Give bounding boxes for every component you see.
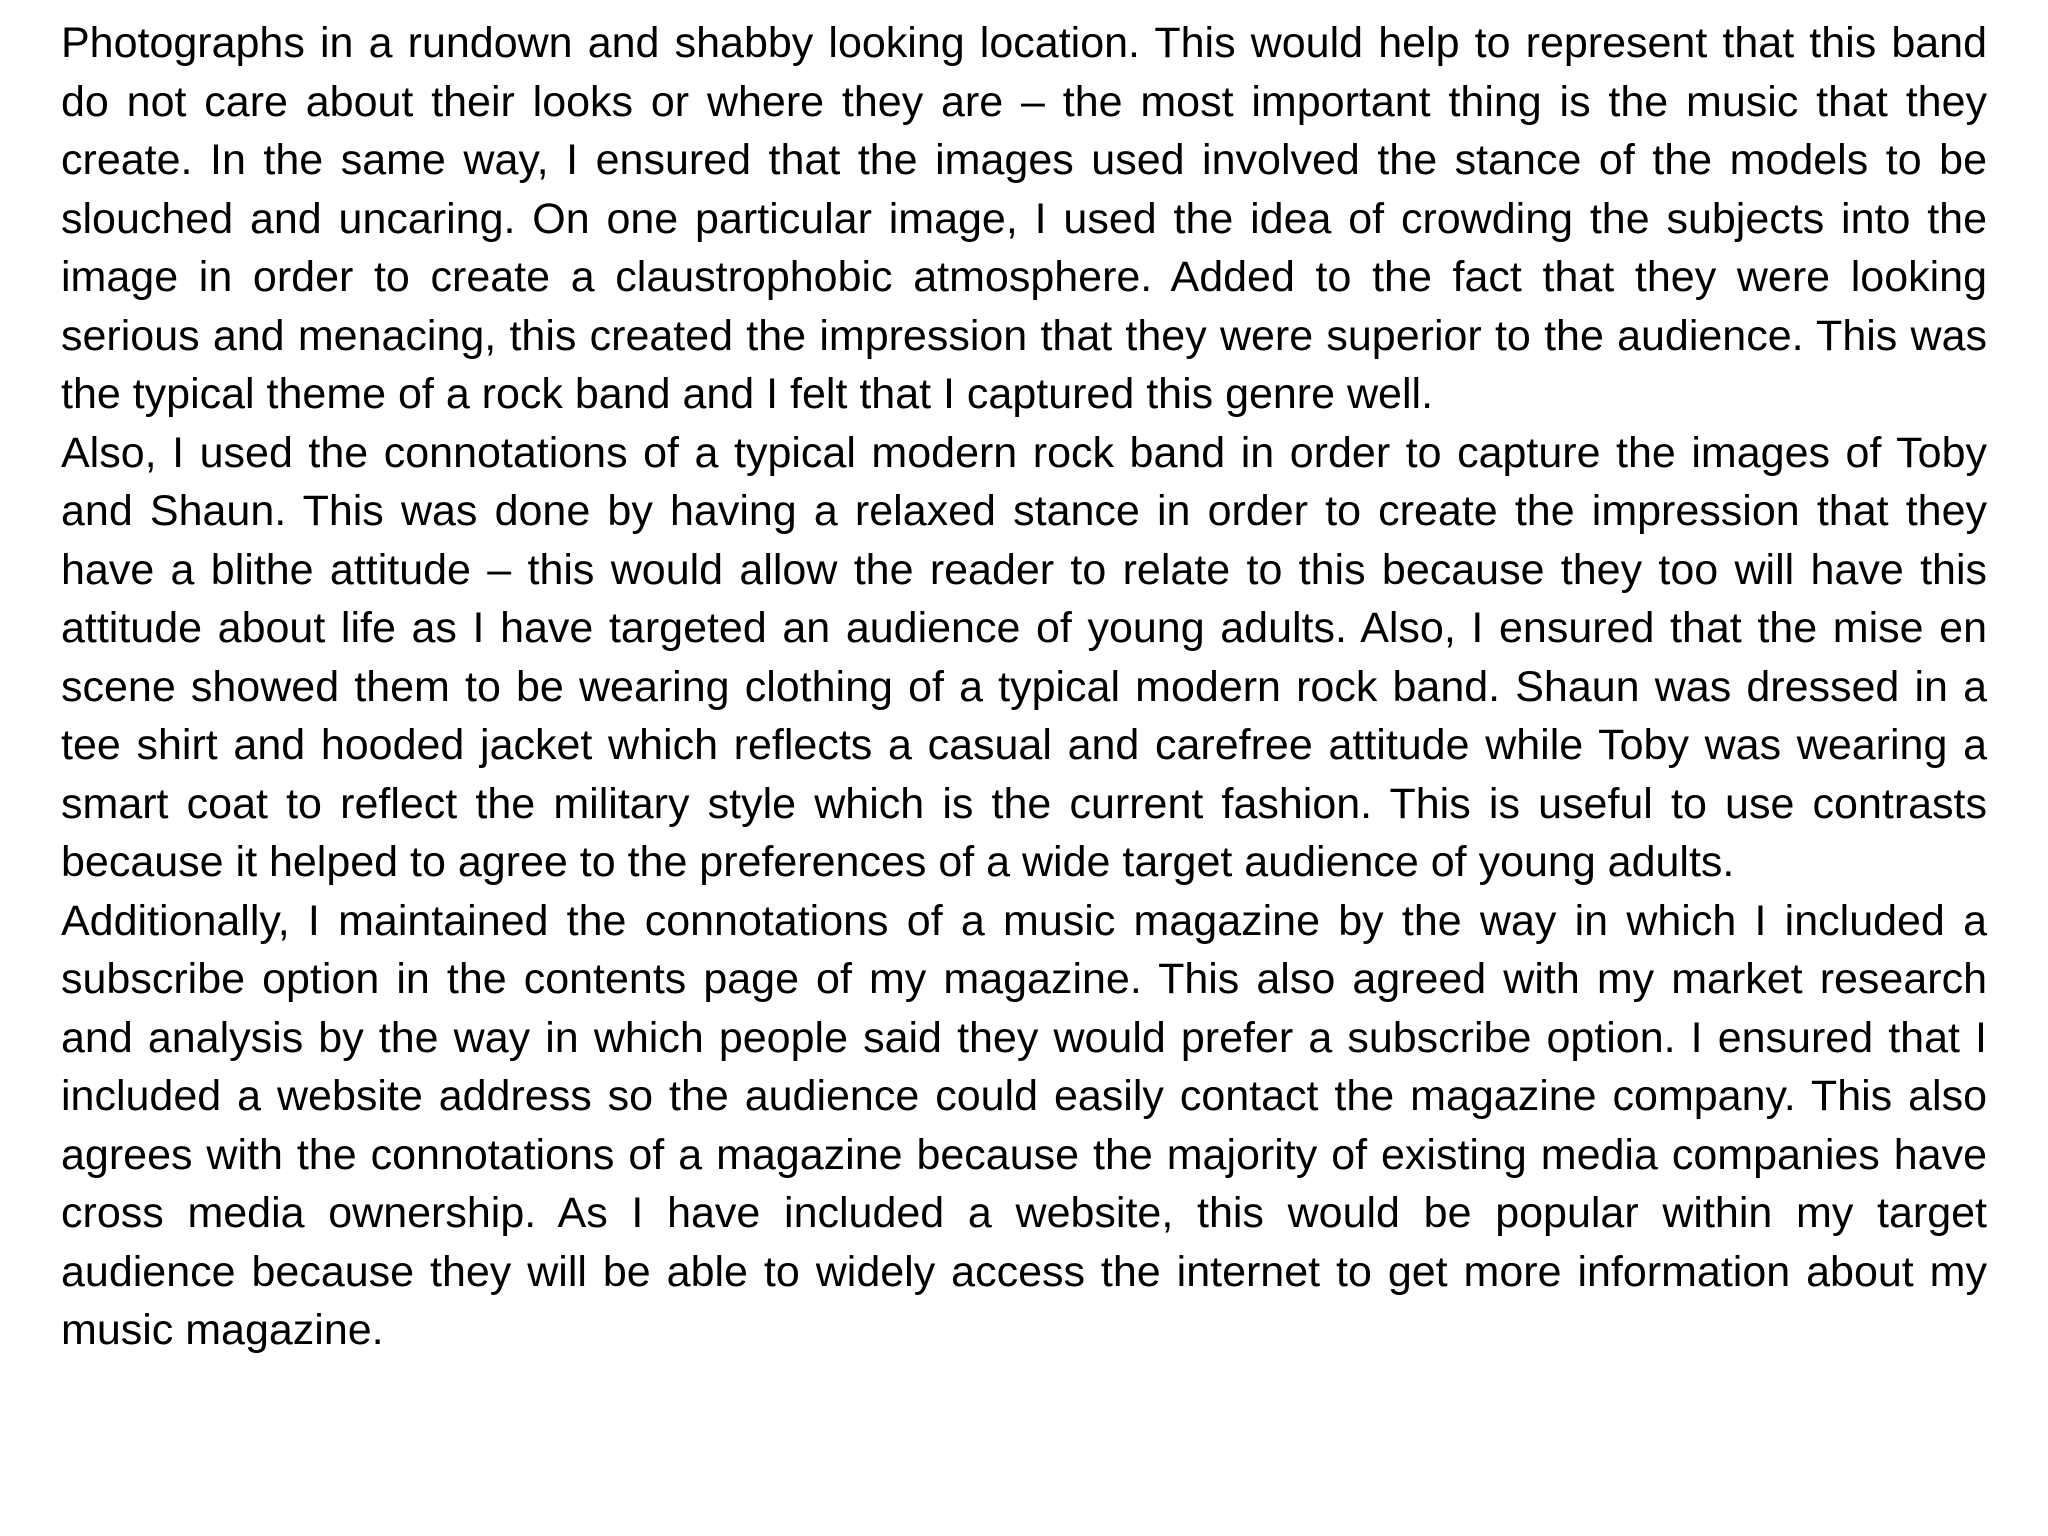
paragraph-photographs-location: Photographs in a rundown and shabby looking location. This would help to represent that this band do not care about their looks or where they are – the most important thing is the music that they create. In the same way, I ensured that the images used involved the stance of the models to be slouched and uncaring. On one particular image, I used the idea of crowding the subjects into the image in order to create a claustrophobic atmosphere. Added to the fact that they were looking serious and menacing, this created the impression that they were superior to the audience. This was the typical theme of a rock band and I felt that I captured this genre well. xyxy=(61,19,1987,418)
document-body xyxy=(61,14,1987,1360)
paragraph-music-magazine-connotations: Additionally, I maintained the connotations of a music magazine by the way in which I included a subscribe option in the contents page of my magazine. This also agreed with my market research and analysis by the way in which people said they would prefer a subscribe option. I ensured that I included a website address so the audience could easily contact the magazine company. This also agrees with the connotations of a magazine because the majority of existing media companies have cross media ownership. As I have included a website, this would be popular within my target audience because they will be able to widely access the internet to get more information about my music magazine. xyxy=(61,896,1987,1354)
paragraph-toby-and-shaun: Also, I used the connotations of a typical modern rock band in order to capture the images of Toby and Shaun. This was done by having a relaxed stance in order to create the impression that they have a blithe attitude – this would allow the reader to relate to this because they too will have this attitude about life as I have targeted an audience of young adults. Also, I ensured that the mise en scene showed them to be wearing clothing of a typical modern rock band. Shaun was dressed in a tee shirt and hooded jacket which reflects a casual and carefree attitude while Toby was wearing a smart coat to reflect the military style which is the current fashion. This is useful to use contrasts because it helped to agree to the preferences of a wide target audience of young adults. xyxy=(61,428,1987,886)
